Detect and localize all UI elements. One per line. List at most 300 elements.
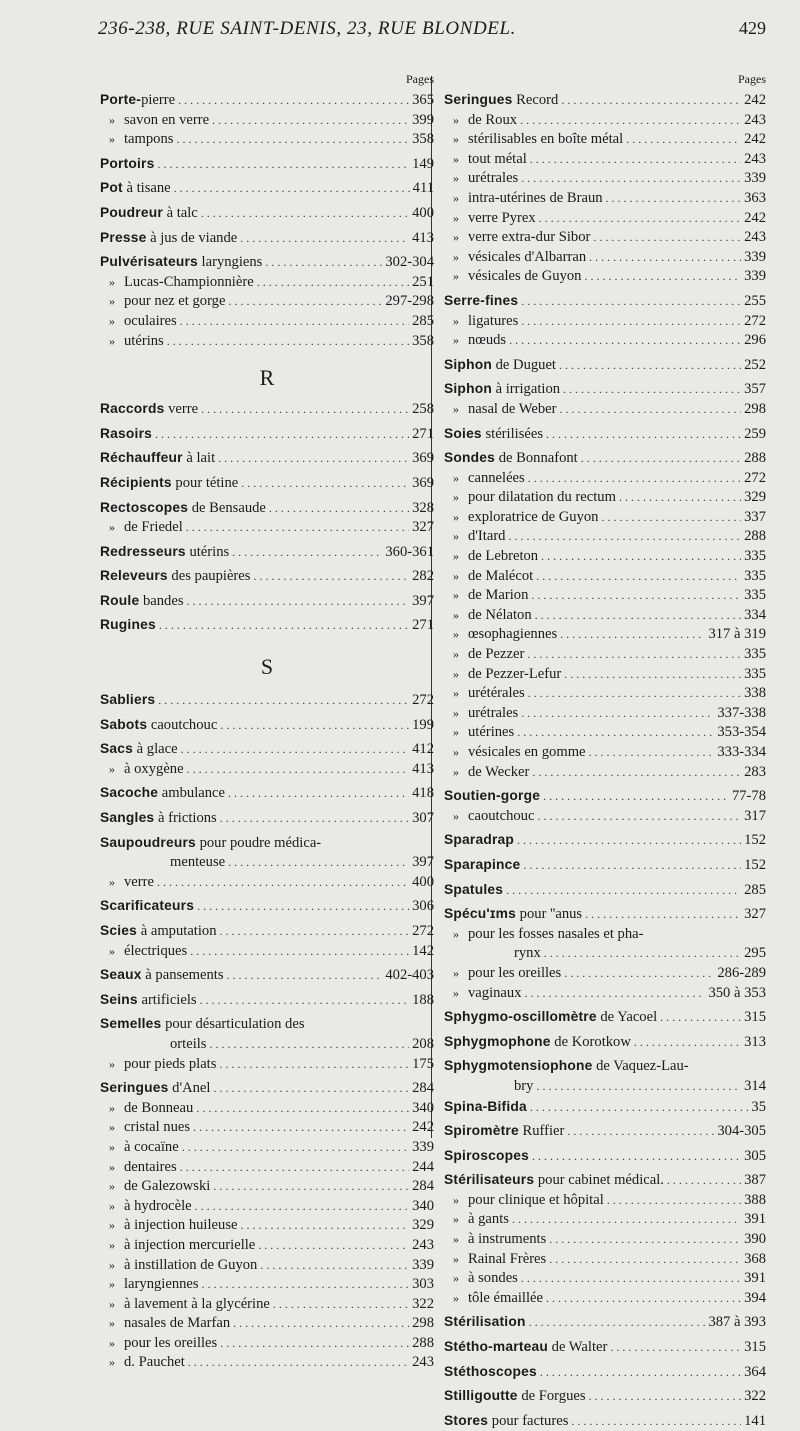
entry-detail: de Marion <box>468 587 528 603</box>
ditto-mark: » <box>444 1230 468 1250</box>
entry-detail: nasales de Marfan <box>124 1315 230 1331</box>
entry-page-ref: 387 <box>744 1171 766 1191</box>
entry-page-ref: 314 <box>744 1077 766 1097</box>
ditto-mark: » <box>444 567 468 587</box>
entry-text <box>100 1197 192 1217</box>
entry-text <box>100 332 164 352</box>
index-entry <box>444 1312 766 1333</box>
index-entry <box>444 567 766 587</box>
entry-keyword: Sondes <box>444 450 495 465</box>
entry-page-ref: 317 <box>744 807 766 827</box>
dot-leader <box>607 1191 741 1211</box>
ditto-mark: » <box>444 984 468 1004</box>
entry-detail: d'Anel <box>169 1080 211 1096</box>
entry-page-ref: 329 <box>744 488 766 508</box>
index-entry <box>100 690 434 711</box>
entry-text <box>444 567 533 587</box>
index-entry-continuation <box>444 1077 766 1097</box>
dot-leader <box>201 400 409 420</box>
dot-leader <box>601 508 741 528</box>
entry-page-ref: 358 <box>412 332 434 352</box>
index-entry <box>444 90 766 111</box>
entry-detail: ambulance <box>158 785 225 801</box>
entry-detail: pour cabinet médical. <box>534 1172 664 1188</box>
dot-leader <box>260 1256 409 1276</box>
dot-leader <box>606 189 742 209</box>
entry-page-ref: 242 <box>744 91 766 111</box>
entry-keyword: Stérilisation <box>444 1314 526 1329</box>
ditto-mark: » <box>444 763 468 783</box>
entry-text <box>444 1337 607 1358</box>
dot-leader <box>634 1033 741 1053</box>
index-entry <box>444 209 766 229</box>
entry-page-ref: 335 <box>744 645 766 665</box>
entry-text <box>444 111 517 131</box>
entry-detail: tampons <box>124 131 173 147</box>
entry-detail: pour les oreilles <box>124 1335 217 1351</box>
index-entry <box>100 1256 434 1276</box>
ditto-mark: » <box>100 130 124 150</box>
index-entry <box>444 400 766 420</box>
dot-leader <box>512 1210 741 1230</box>
entry-text <box>444 1269 518 1289</box>
entry-keyword: Sangles <box>100 810 154 825</box>
entry-text <box>100 896 194 917</box>
dot-leader <box>180 1158 409 1178</box>
entry-detail: laryngiennes <box>124 1276 199 1292</box>
ditto-mark: » <box>444 1250 468 1270</box>
entry-page-ref: 242 <box>744 209 766 229</box>
entry-keyword: Pulvérisateurs <box>100 254 198 269</box>
index-entry <box>444 111 766 131</box>
entry-detail: verre <box>164 401 198 417</box>
entry-text <box>444 355 556 376</box>
dot-leader <box>535 606 741 626</box>
entry-detail: laryngiens <box>198 254 262 270</box>
ditto-mark: » <box>444 228 468 248</box>
entry-page-ref: 77-78 <box>732 787 766 807</box>
entry-detail: de Korotkow <box>551 1034 631 1050</box>
entry-detail: vaginaux <box>468 985 522 1001</box>
entry-keyword: Semelles <box>100 1016 161 1031</box>
entry-text <box>444 90 558 111</box>
entry-detail: tout métal <box>468 151 527 167</box>
index-entry <box>444 855 766 876</box>
entry-text <box>100 1216 237 1236</box>
entry-detail: à glace <box>133 741 178 757</box>
index-entry <box>100 332 434 352</box>
index-group <box>100 90 434 351</box>
ditto-mark: » <box>100 1118 124 1138</box>
entry-text <box>444 1411 568 1431</box>
index-entry <box>100 399 434 420</box>
index-entry <box>100 1275 434 1295</box>
dot-leader <box>182 1138 409 1158</box>
dot-leader <box>187 760 410 780</box>
entry-detail: intra-utérines de Braun <box>468 190 603 206</box>
entry-continuation-text: orteils <box>100 1035 206 1055</box>
entry-detail: verre extra-dur Sibor <box>468 229 590 245</box>
index-entry <box>100 111 434 131</box>
entry-text <box>100 615 156 636</box>
dot-leader <box>201 204 409 224</box>
entry-page-ref: 271 <box>412 616 434 636</box>
ditto-mark: » <box>444 111 468 131</box>
entry-continuation-text: menteuse <box>100 853 225 873</box>
entry-detail: électriques <box>124 943 187 959</box>
entry-page-ref: 307 <box>412 809 434 829</box>
dot-leader <box>233 1314 409 1334</box>
dot-leader <box>571 1412 741 1431</box>
ditto-mark: » <box>100 1055 124 1075</box>
entry-detail: de Wecker <box>468 764 529 780</box>
dot-leader <box>257 273 409 293</box>
index-entry <box>444 291 766 312</box>
dot-leader <box>546 1289 741 1309</box>
dot-leader <box>176 130 409 150</box>
dot-leader <box>521 292 741 312</box>
ditto-mark: » <box>444 743 468 763</box>
entry-text <box>444 527 505 547</box>
ditto-mark: » <box>100 1334 124 1354</box>
ditto-mark: » <box>100 518 124 538</box>
entry-page-ref: 327 <box>412 518 434 538</box>
index-group <box>444 964 766 1052</box>
entry-detail: vésicales en gomme <box>468 744 586 760</box>
entry-text <box>444 209 536 229</box>
index-group <box>444 1097 766 1431</box>
ditto-mark: » <box>444 1269 468 1289</box>
index-entry <box>100 203 434 224</box>
entry-detail: tôle émaillée <box>468 1290 543 1306</box>
page-number: 429 <box>739 18 766 39</box>
entry-text <box>444 964 561 984</box>
entry-text <box>100 990 197 1011</box>
entry-page-ref: 315 <box>744 1008 766 1028</box>
entry-text <box>444 1289 543 1309</box>
entry-detail: de Malécot <box>468 568 533 584</box>
entry-text <box>100 1118 190 1138</box>
index-entry <box>444 807 766 827</box>
entry-keyword: Presse <box>100 230 146 245</box>
entry-page-ref: 282 <box>412 567 434 587</box>
entry-detail: urétérales <box>468 685 525 701</box>
entry-detail: de Pezzer-Lefur <box>468 666 561 682</box>
ditto-mark: » <box>444 527 468 547</box>
entry-keyword: Porte- <box>100 92 141 107</box>
entry-page-ref: 334 <box>744 606 766 626</box>
ditto-mark: » <box>100 1314 124 1334</box>
index-entry <box>444 1289 766 1309</box>
index-entry <box>444 606 766 626</box>
entry-page-ref: 400 <box>412 873 434 893</box>
dot-leader <box>157 873 409 893</box>
entry-text <box>444 684 525 704</box>
index-entry <box>100 252 434 273</box>
entry-text <box>100 873 154 893</box>
dot-leader <box>544 944 741 964</box>
index-entry <box>100 154 434 175</box>
dot-leader <box>521 169 741 189</box>
entry-detail: de Bonneau <box>124 1100 193 1116</box>
entry-text <box>444 1170 664 1191</box>
dot-leader <box>541 547 741 567</box>
dot-leader <box>517 723 714 743</box>
dot-leader <box>253 567 409 587</box>
entry-detail: de Bensaude <box>188 500 266 516</box>
pages-label-left: Pages <box>100 72 434 90</box>
entry-detail: pour les oreilles <box>468 965 561 981</box>
ditto-mark: » <box>444 684 468 704</box>
index-entry <box>444 1386 766 1407</box>
entry-text <box>100 228 237 249</box>
dot-leader <box>181 740 410 760</box>
dot-leader <box>559 356 741 376</box>
index-entry <box>444 1250 766 1270</box>
entry-detail: de Forgues <box>518 1388 586 1404</box>
entry-text <box>444 586 528 606</box>
entry-detail: pour désarticulation des <box>161 1016 304 1032</box>
entry-text <box>444 830 514 851</box>
entry-text <box>444 743 586 763</box>
index-entry <box>100 615 434 636</box>
entry-text <box>100 473 238 494</box>
entry-page-ref: 288 <box>412 1334 434 1354</box>
entry-detail: caoutchouc <box>147 717 217 733</box>
entry-keyword: Sabliers <box>100 692 155 707</box>
entry-detail: nœuds <box>468 332 506 348</box>
index-entry <box>100 1177 434 1197</box>
ditto-mark: » <box>444 312 468 332</box>
entry-detail: verre <box>124 874 154 890</box>
ditto-mark: » <box>444 488 468 508</box>
entry-page-ref: 364 <box>744 1363 766 1383</box>
entry-text <box>444 807 534 827</box>
dot-leader <box>202 1275 410 1295</box>
entry-page-ref: 315 <box>744 1338 766 1358</box>
index-entry <box>444 1056 766 1077</box>
dot-leader <box>589 743 715 763</box>
entry-page-ref: 141 <box>744 1412 766 1431</box>
section-letter-r: R <box>100 365 434 391</box>
entry-keyword: Spécu'ɪms <box>444 906 516 921</box>
index-entry <box>444 1007 766 1028</box>
dot-leader <box>155 425 409 445</box>
entry-text <box>444 763 529 783</box>
index-entry <box>100 1236 434 1256</box>
entry-page-ref: 391 <box>744 1210 766 1230</box>
entry-page-ref: 368 <box>744 1250 766 1270</box>
entry-page-ref: 288 <box>744 449 766 469</box>
dot-leader <box>589 248 741 268</box>
dot-leader <box>567 1122 714 1142</box>
entry-text <box>100 178 171 199</box>
entry-detail: à cocaïne <box>124 1139 179 1155</box>
entry-page-ref: 317 à 319 <box>708 625 766 645</box>
entry-page-ref: 339 <box>744 169 766 189</box>
entry-page-ref: 339 <box>412 1138 434 1158</box>
ditto-mark: » <box>100 1353 124 1373</box>
page-header-title: 236-238, RUE SAINT-DENIS, 23, RUE BLONDEL. <box>98 18 516 40</box>
index-entry <box>444 424 766 445</box>
entry-page-ref: 272 <box>412 922 434 942</box>
dot-leader <box>581 449 741 469</box>
entry-detail: savon en verre <box>124 112 209 128</box>
index-entry <box>444 830 766 851</box>
entry-page-ref: 283 <box>744 763 766 783</box>
index-entry <box>100 1353 434 1373</box>
dot-leader <box>523 856 741 876</box>
entry-detail: dentaires <box>124 1159 177 1175</box>
entry-page-ref: 339 <box>744 267 766 287</box>
entry-detail: à sondes <box>468 1270 518 1286</box>
index-entry <box>100 424 434 445</box>
dot-leader <box>549 1230 741 1250</box>
index-group <box>100 1055 434 1374</box>
index-entry <box>100 965 434 986</box>
entry-text <box>444 547 538 567</box>
entry-detail: Ruffier <box>519 1123 565 1139</box>
ditto-mark: » <box>444 209 468 229</box>
entry-text <box>100 1099 193 1119</box>
entry-keyword: Sphygmotensiophone <box>444 1058 592 1073</box>
entry-text <box>100 111 209 131</box>
dot-leader <box>506 881 741 901</box>
entry-page-ref: 243 <box>744 228 766 248</box>
entry-text <box>444 1121 564 1142</box>
entry-page-ref: 199 <box>412 716 434 736</box>
entry-page-ref: 244 <box>412 1158 434 1178</box>
ditto-mark: » <box>100 1256 124 1276</box>
index-entry <box>444 448 766 469</box>
entry-page-ref: 272 <box>744 312 766 332</box>
dot-leader <box>585 905 741 925</box>
dot-leader <box>167 332 409 352</box>
dot-leader <box>159 616 409 636</box>
dot-leader <box>180 312 409 332</box>
index-group <box>444 90 766 287</box>
entry-text <box>100 312 177 332</box>
ditto-mark: » <box>444 508 468 528</box>
dot-leader <box>521 704 714 724</box>
index-entry <box>444 684 766 704</box>
entry-detail: à injection huileuse <box>124 1217 237 1233</box>
ditto-mark: » <box>444 1289 468 1309</box>
entry-text <box>100 739 178 760</box>
index-multiline-entry <box>100 1014 434 1054</box>
entry-detail: oculaires <box>124 313 177 329</box>
dot-leader <box>564 665 741 685</box>
entry-detail: pour clinique et hôpital <box>468 1192 604 1208</box>
entry-page-ref: 369 <box>412 449 434 469</box>
entry-text <box>444 469 525 489</box>
entry-page-ref: 397 <box>412 853 434 873</box>
section-letter-s: S <box>100 654 434 680</box>
entry-text <box>444 1230 546 1250</box>
dot-leader <box>509 331 741 351</box>
entry-page-ref: 175 <box>412 1055 434 1075</box>
entry-detail: Lucas-Championnière <box>124 274 254 290</box>
ditto-mark: » <box>100 312 124 332</box>
dot-leader <box>187 592 410 612</box>
index-multiline-entry <box>444 1056 766 1096</box>
entry-keyword: Stéthoscopes <box>444 1364 537 1379</box>
entry-keyword: Sacs <box>100 741 133 756</box>
entry-text <box>100 273 254 293</box>
dot-leader <box>190 942 409 962</box>
entry-page-ref: 333-334 <box>717 743 766 763</box>
index-entry <box>100 808 434 829</box>
entry-text <box>444 400 557 420</box>
entry-detail: Record <box>513 92 559 108</box>
entry-text <box>444 1362 537 1383</box>
entry-detail: bandes <box>139 593 183 609</box>
index-entry <box>100 760 434 780</box>
index-entry <box>100 833 434 854</box>
ditto-mark: » <box>100 1138 124 1158</box>
entry-page-ref: 358 <box>412 130 434 150</box>
entry-page-ref: 394 <box>744 1289 766 1309</box>
entry-detail: de Lebreton <box>468 548 538 564</box>
entry-keyword: Réchauffeur <box>100 450 183 465</box>
entry-keyword: Sparapince <box>444 857 520 872</box>
entry-text <box>100 965 224 986</box>
entry-keyword: Seins <box>100 992 138 1007</box>
entry-page-ref: 304-305 <box>717 1122 766 1142</box>
entry-page-ref: 286-289 <box>717 964 766 984</box>
dot-leader <box>560 400 742 420</box>
index-entry <box>444 1032 766 1053</box>
entry-page-ref: 243 <box>744 111 766 131</box>
dot-leader <box>196 1099 409 1119</box>
entry-text <box>100 203 198 224</box>
dot-leader <box>530 150 741 170</box>
entry-page-ref: 272 <box>744 469 766 489</box>
entry-text <box>444 291 518 312</box>
entry-keyword: Spiromètre <box>444 1123 519 1138</box>
dot-leader <box>610 1338 741 1358</box>
index-entry <box>100 312 434 332</box>
entry-text <box>100 1078 210 1099</box>
entry-detail: œsophagiennes <box>468 626 557 642</box>
ditto-mark: » <box>444 400 468 420</box>
dot-leader <box>560 625 705 645</box>
dot-leader <box>258 1236 409 1256</box>
index-entry <box>444 964 766 984</box>
entry-detail: à instillation de Guyon <box>124 1257 257 1273</box>
entry-detail: de Galezowski <box>124 1178 210 1194</box>
dot-leader <box>521 312 741 332</box>
entry-page-ref: 388 <box>744 1191 766 1211</box>
index-entry <box>444 508 766 528</box>
dot-leader <box>525 984 706 1004</box>
index-entry <box>100 1197 434 1217</box>
dot-leader <box>200 991 410 1011</box>
entry-text <box>444 379 560 400</box>
dot-leader <box>527 645 741 665</box>
index-entry <box>444 527 766 547</box>
entry-keyword: Roule <box>100 593 139 608</box>
entry-keyword: Siphon <box>444 381 492 396</box>
entry-keyword: Stilligoutte <box>444 1388 518 1403</box>
dot-leader <box>520 111 741 131</box>
entry-page-ref: 152 <box>744 831 766 851</box>
ditto-mark: » <box>444 169 468 189</box>
dot-leader <box>563 380 741 400</box>
dot-leader <box>589 1387 742 1407</box>
entry-detail: de Friedel <box>124 519 183 535</box>
entry-text <box>100 542 229 563</box>
